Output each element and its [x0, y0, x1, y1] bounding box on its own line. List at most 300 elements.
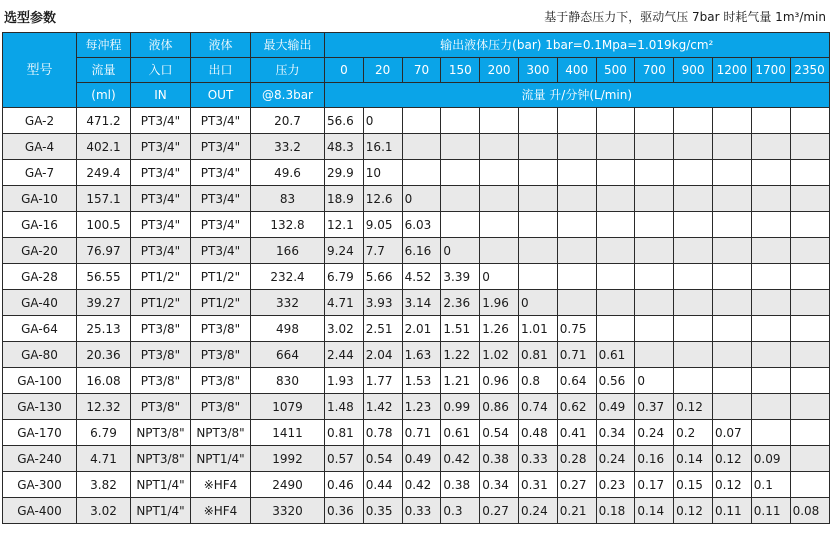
- cell-flow: 0.21: [557, 498, 596, 524]
- cell-model: GA-240: [3, 446, 77, 472]
- cell-model: GA-100: [3, 368, 77, 394]
- header-pressure-2350: 2350: [790, 58, 829, 83]
- cell-flow: [635, 264, 674, 290]
- cell-max-pressure: 2490: [251, 472, 325, 498]
- cell-flow: 7.7: [363, 238, 402, 264]
- cell-flow: 1.01: [518, 316, 557, 342]
- cell-flow: 0.71: [402, 420, 441, 446]
- cell-flow: 0.46: [325, 472, 364, 498]
- cell-flow: [518, 264, 557, 290]
- cell-flow: [518, 160, 557, 186]
- cell-max-pressure: 166: [251, 238, 325, 264]
- cell-inlet: PT3/4": [131, 108, 191, 134]
- cell-model: GA-40: [3, 290, 77, 316]
- cell-flow: [751, 108, 790, 134]
- cell-outlet: PT3/8": [191, 316, 251, 342]
- cell-flow: [712, 212, 751, 238]
- cell-flow: 0.78: [363, 420, 402, 446]
- cell-inlet: PT3/8": [131, 342, 191, 368]
- cell-flow: [441, 160, 480, 186]
- header-pressure-group: 输出液体压力(bar) 1bar=0.1Mpa=1.019kg/cm²: [325, 33, 830, 58]
- cell-inlet: PT1/2": [131, 290, 191, 316]
- cell-outlet: NPT1/4": [191, 446, 251, 472]
- header-pressure-150: 150: [441, 58, 480, 83]
- cell-displacement: 402.1: [77, 134, 131, 160]
- header-outlet-line3: OUT: [191, 83, 251, 108]
- cell-flow: 2.04: [363, 342, 402, 368]
- cell-inlet: NPT3/8": [131, 446, 191, 472]
- header-displacement-line1: 每冲程: [77, 33, 131, 58]
- cell-flow: [596, 316, 635, 342]
- cell-flow: 0.34: [596, 420, 635, 446]
- cell-flow: 0.34: [480, 472, 519, 498]
- header-pressure-20: 20: [363, 58, 402, 83]
- cell-flow: [674, 368, 713, 394]
- cell-flow: [557, 238, 596, 264]
- cell-flow: 0.3: [441, 498, 480, 524]
- cell-flow: 0.44: [363, 472, 402, 498]
- cell-flow: 0.12: [674, 498, 713, 524]
- cell-max-pressure: 664: [251, 342, 325, 368]
- cell-max-pressure: 1992: [251, 446, 325, 472]
- cell-flow: [557, 134, 596, 160]
- cell-flow: [751, 212, 790, 238]
- cell-flow: 0.38: [480, 446, 519, 472]
- cell-outlet: ※HF4: [191, 498, 251, 524]
- cell-flow: 0.16: [635, 446, 674, 472]
- cell-outlet: PT1/2": [191, 290, 251, 316]
- cell-displacement: 16.08: [77, 368, 131, 394]
- table-row: [3, 264, 830, 290]
- cell-outlet: PT3/4": [191, 212, 251, 238]
- cell-flow: 16.1: [363, 134, 402, 160]
- cell-flow: 1.21: [441, 368, 480, 394]
- cell-displacement: 249.4: [77, 160, 131, 186]
- cell-flow: [674, 212, 713, 238]
- cell-flow: 0.54: [363, 446, 402, 472]
- header-inlet-line2: 入口: [131, 58, 191, 83]
- cell-flow: [557, 108, 596, 134]
- cell-flow: [751, 420, 790, 446]
- cell-flow: 0.36: [325, 498, 364, 524]
- cell-flow: 0.42: [441, 446, 480, 472]
- cell-flow: [712, 134, 751, 160]
- cell-flow: [712, 394, 751, 420]
- cell-flow: 4.52: [402, 264, 441, 290]
- cell-flow: [441, 186, 480, 212]
- cell-model: GA-64: [3, 316, 77, 342]
- cell-flow: [441, 134, 480, 160]
- cell-displacement: 76.97: [77, 238, 131, 264]
- cell-flow: [596, 160, 635, 186]
- cell-flow: 0.12: [674, 394, 713, 420]
- table-row: [3, 342, 830, 368]
- cell-flow: [402, 108, 441, 134]
- cell-flow: [557, 290, 596, 316]
- cell-max-pressure: 83: [251, 186, 325, 212]
- table-row: [3, 212, 830, 238]
- cell-flow: [751, 342, 790, 368]
- cell-flow: [557, 212, 596, 238]
- cell-flow: 2.01: [402, 316, 441, 342]
- cell-flow: 6.03: [402, 212, 441, 238]
- cell-flow: [790, 238, 829, 264]
- cell-flow: [518, 212, 557, 238]
- cell-flow: 1.51: [441, 316, 480, 342]
- cell-flow: 0.27: [557, 472, 596, 498]
- cell-flow: [790, 368, 829, 394]
- cell-flow: 3.02: [325, 316, 364, 342]
- cell-flow: [712, 316, 751, 342]
- cell-flow: [480, 108, 519, 134]
- cell-flow: 0.12: [712, 446, 751, 472]
- header-pressure-1700: 1700: [751, 58, 790, 83]
- cell-inlet: PT3/4": [131, 238, 191, 264]
- header-outlet-line1: 液体: [191, 33, 251, 58]
- cell-outlet: PT3/4": [191, 238, 251, 264]
- cell-flow: 0.35: [363, 498, 402, 524]
- cell-inlet: PT3/8": [131, 368, 191, 394]
- cell-displacement: 56.55: [77, 264, 131, 290]
- cell-flow: [635, 212, 674, 238]
- cell-flow: 0.31: [518, 472, 557, 498]
- cell-flow: [596, 108, 635, 134]
- header-inlet-line1: 液体: [131, 33, 191, 58]
- cell-flow: 0.24: [518, 498, 557, 524]
- cell-flow: [635, 108, 674, 134]
- cell-flow: 5.66: [363, 264, 402, 290]
- cell-flow: 56.6: [325, 108, 364, 134]
- cell-inlet: PT3/4": [131, 212, 191, 238]
- cell-flow: 1.96: [480, 290, 519, 316]
- cell-flow: 1.77: [363, 368, 402, 394]
- cell-flow: 0.17: [635, 472, 674, 498]
- cell-flow: [751, 394, 790, 420]
- cell-model: GA-130: [3, 394, 77, 420]
- cell-flow: 0.1: [751, 472, 790, 498]
- cell-flow: [790, 342, 829, 368]
- cell-flow: [635, 316, 674, 342]
- cell-model: GA-16: [3, 212, 77, 238]
- cell-flow: 1.22: [441, 342, 480, 368]
- cell-flow: [480, 186, 519, 212]
- table-row: [3, 134, 830, 160]
- cell-flow: 0.11: [712, 498, 751, 524]
- cell-flow: 0.09: [751, 446, 790, 472]
- cell-flow: 0.2: [674, 420, 713, 446]
- cell-max-pressure: 132.8: [251, 212, 325, 238]
- cell-max-pressure: 20.7: [251, 108, 325, 134]
- selection-table: [2, 32, 830, 524]
- cell-flow: 0.81: [518, 342, 557, 368]
- cell-flow: [790, 108, 829, 134]
- cell-flow: [557, 264, 596, 290]
- cell-model: GA-7: [3, 160, 77, 186]
- cell-flow: 0: [635, 368, 674, 394]
- cell-inlet: PT3/8": [131, 394, 191, 420]
- table-row: [3, 446, 830, 472]
- cell-flow: 3.14: [402, 290, 441, 316]
- cell-max-pressure: 830: [251, 368, 325, 394]
- cell-flow: [751, 238, 790, 264]
- cell-inlet: PT3/8": [131, 316, 191, 342]
- cell-max-pressure: 332: [251, 290, 325, 316]
- cell-flow: 0.81: [325, 420, 364, 446]
- cell-model: GA-4: [3, 134, 77, 160]
- cell-flow: 0: [480, 264, 519, 290]
- cell-max-pressure: 498: [251, 316, 325, 342]
- cell-flow: [712, 264, 751, 290]
- cell-flow: 0.8: [518, 368, 557, 394]
- table-row: [3, 394, 830, 420]
- cell-flow: [402, 160, 441, 186]
- cell-displacement: 3.82: [77, 472, 131, 498]
- cell-model: GA-2: [3, 108, 77, 134]
- cell-flow: 10: [363, 160, 402, 186]
- header-outlet-line2: 出口: [191, 58, 251, 83]
- cell-flow: [751, 368, 790, 394]
- cell-flow: 0.75: [557, 316, 596, 342]
- cell-flow: [635, 290, 674, 316]
- cell-flow: 0.27: [480, 498, 519, 524]
- table-row: [3, 186, 830, 212]
- cell-flow: 9.05: [363, 212, 402, 238]
- cell-displacement: 3.02: [77, 498, 131, 524]
- cell-outlet: PT3/8": [191, 342, 251, 368]
- header-pressure-400: 400: [557, 58, 596, 83]
- cell-flow: [441, 108, 480, 134]
- cell-flow: [480, 238, 519, 264]
- cell-displacement: 6.79: [77, 420, 131, 446]
- cell-flow: 0.08: [790, 498, 829, 524]
- table-row: [3, 472, 830, 498]
- cell-flow: [674, 134, 713, 160]
- cell-inlet: PT3/4": [131, 186, 191, 212]
- cell-inlet: PT3/4": [131, 134, 191, 160]
- cell-outlet: PT3/4": [191, 108, 251, 134]
- cell-inlet: NPT3/8": [131, 420, 191, 446]
- cell-flow: [596, 290, 635, 316]
- cell-flow: 1.26: [480, 316, 519, 342]
- cell-max-pressure: 1411: [251, 420, 325, 446]
- cell-max-pressure: 232.4: [251, 264, 325, 290]
- cell-flow: 1.23: [402, 394, 441, 420]
- header-max-line1: 最大输出: [251, 33, 325, 58]
- consumption-note: 基于静态压力下，驱动气压 7bar 时耗气量 1m³/min: [544, 10, 826, 24]
- cell-flow: [596, 134, 635, 160]
- cell-flow: 0.37: [635, 394, 674, 420]
- header-inlet-line3: IN: [131, 83, 191, 108]
- cell-flow: [790, 420, 829, 446]
- header-pressure-200: 200: [480, 58, 519, 83]
- cell-flow: [751, 316, 790, 342]
- cell-flow: 1.93: [325, 368, 364, 394]
- cell-flow: 6.79: [325, 264, 364, 290]
- cell-flow: [596, 264, 635, 290]
- cell-flow: [480, 212, 519, 238]
- header-flow-group: 流量 升/分钟(L/min): [325, 83, 830, 108]
- cell-model: GA-170: [3, 420, 77, 446]
- cell-flow: 0: [441, 238, 480, 264]
- cell-flow: [635, 238, 674, 264]
- cell-flow: 0: [402, 186, 441, 212]
- header-pressure-700: 700: [635, 58, 674, 83]
- table-header: [3, 33, 830, 108]
- cell-flow: 3.39: [441, 264, 480, 290]
- cell-model: GA-400: [3, 498, 77, 524]
- cell-flow: 0.96: [480, 368, 519, 394]
- cell-flow: 0.15: [674, 472, 713, 498]
- cell-displacement: 39.27: [77, 290, 131, 316]
- cell-flow: [790, 290, 829, 316]
- cell-max-pressure: 1079: [251, 394, 325, 420]
- cell-flow: 1.42: [363, 394, 402, 420]
- cell-displacement: 157.1: [77, 186, 131, 212]
- cell-flow: 12.1: [325, 212, 364, 238]
- cell-flow: 0.62: [557, 394, 596, 420]
- cell-flow: 0.18: [596, 498, 635, 524]
- cell-flow: 0.71: [557, 342, 596, 368]
- cell-flow: 2.51: [363, 316, 402, 342]
- cell-outlet: ※HF4: [191, 472, 251, 498]
- table-row: [3, 368, 830, 394]
- cell-outlet: PT3/8": [191, 368, 251, 394]
- cell-flow: [480, 160, 519, 186]
- cell-flow: [518, 108, 557, 134]
- table-body: [3, 108, 830, 524]
- header-pressure-300: 300: [518, 58, 557, 83]
- cell-model: GA-300: [3, 472, 77, 498]
- cell-flow: [596, 212, 635, 238]
- header-displacement-line2: 流量: [77, 58, 131, 83]
- cell-flow: [635, 160, 674, 186]
- cell-flow: [790, 472, 829, 498]
- cell-flow: [712, 342, 751, 368]
- cell-model: GA-28: [3, 264, 77, 290]
- cell-flow: 0.28: [557, 446, 596, 472]
- cell-max-pressure: 49.6: [251, 160, 325, 186]
- cell-flow: 29.9: [325, 160, 364, 186]
- cell-flow: [402, 134, 441, 160]
- cell-flow: 1.53: [402, 368, 441, 394]
- cell-flow: 0.99: [441, 394, 480, 420]
- table-row: [3, 238, 830, 264]
- cell-flow: [674, 316, 713, 342]
- cell-inlet: NPT1/4": [131, 498, 191, 524]
- cell-flow: 0: [363, 108, 402, 134]
- header-model: 型号: [3, 33, 77, 108]
- cell-flow: 0.33: [402, 498, 441, 524]
- header-displacement-line3: (ml): [77, 83, 131, 108]
- cell-outlet: PT3/4": [191, 134, 251, 160]
- header-pressure-70: 70: [402, 58, 441, 83]
- cell-flow: [790, 446, 829, 472]
- cell-flow: [635, 342, 674, 368]
- table-row: [3, 316, 830, 342]
- cell-flow: [674, 238, 713, 264]
- cell-flow: 48.3: [325, 134, 364, 160]
- cell-flow: 0.42: [402, 472, 441, 498]
- cell-flow: [674, 290, 713, 316]
- cell-flow: [751, 160, 790, 186]
- cell-flow: [674, 264, 713, 290]
- cell-max-pressure: 33.2: [251, 134, 325, 160]
- cell-flow: [751, 134, 790, 160]
- cell-flow: 0.33: [518, 446, 557, 472]
- cell-model: GA-20: [3, 238, 77, 264]
- header-max-line3: @8.3bar: [251, 83, 325, 108]
- cell-outlet: PT3/4": [191, 160, 251, 186]
- cell-flow: 4.71: [325, 290, 364, 316]
- header-pressure-0: 0: [325, 58, 364, 83]
- cell-flow: 9.24: [325, 238, 364, 264]
- cell-flow: 0.24: [635, 420, 674, 446]
- table-row: [3, 498, 830, 524]
- cell-flow: 0.86: [480, 394, 519, 420]
- cell-flow: [790, 316, 829, 342]
- cell-flow: [674, 186, 713, 212]
- cell-displacement: 4.71: [77, 446, 131, 472]
- cell-flow: [790, 134, 829, 160]
- table-row: [3, 108, 830, 134]
- cell-flow: [790, 394, 829, 420]
- cell-outlet: PT3/4": [191, 186, 251, 212]
- cell-flow: [635, 134, 674, 160]
- page-header: [0, 0, 830, 30]
- cell-flow: 1.02: [480, 342, 519, 368]
- header-pressure-1200: 1200: [712, 58, 751, 83]
- cell-model: GA-80: [3, 342, 77, 368]
- cell-flow: [557, 186, 596, 212]
- cell-flow: [751, 264, 790, 290]
- cell-flow: [518, 238, 557, 264]
- cell-flow: [790, 186, 829, 212]
- table-row: [3, 160, 830, 186]
- header-max-line2: 压力: [251, 58, 325, 83]
- cell-model: GA-10: [3, 186, 77, 212]
- cell-flow: [790, 264, 829, 290]
- cell-flow: 0: [518, 290, 557, 316]
- cell-flow: 1.63: [402, 342, 441, 368]
- cell-flow: 0.24: [596, 446, 635, 472]
- header-pressure-500: 500: [596, 58, 635, 83]
- cell-flow: [712, 368, 751, 394]
- cell-flow: 18.9: [325, 186, 364, 212]
- cell-flow: [751, 290, 790, 316]
- cell-flow: [518, 134, 557, 160]
- cell-flow: 0.56: [596, 368, 635, 394]
- cell-flow: [674, 342, 713, 368]
- table-row: [3, 290, 830, 316]
- cell-flow: 0.11: [751, 498, 790, 524]
- cell-flow: 0.49: [402, 446, 441, 472]
- cell-inlet: NPT1/4": [131, 472, 191, 498]
- cell-flow: 0.74: [518, 394, 557, 420]
- cell-flow: 1.48: [325, 394, 364, 420]
- cell-flow: 0.48: [518, 420, 557, 446]
- cell-flow: 0.61: [441, 420, 480, 446]
- cell-flow: 0.14: [674, 446, 713, 472]
- table-row: [3, 420, 830, 446]
- cell-flow: [674, 108, 713, 134]
- cell-flow: 0.23: [596, 472, 635, 498]
- cell-flow: 6.16: [402, 238, 441, 264]
- cell-flow: 0.64: [557, 368, 596, 394]
- cell-flow: [790, 160, 829, 186]
- cell-displacement: 12.32: [77, 394, 131, 420]
- cell-flow: 2.36: [441, 290, 480, 316]
- cell-flow: 0.14: [635, 498, 674, 524]
